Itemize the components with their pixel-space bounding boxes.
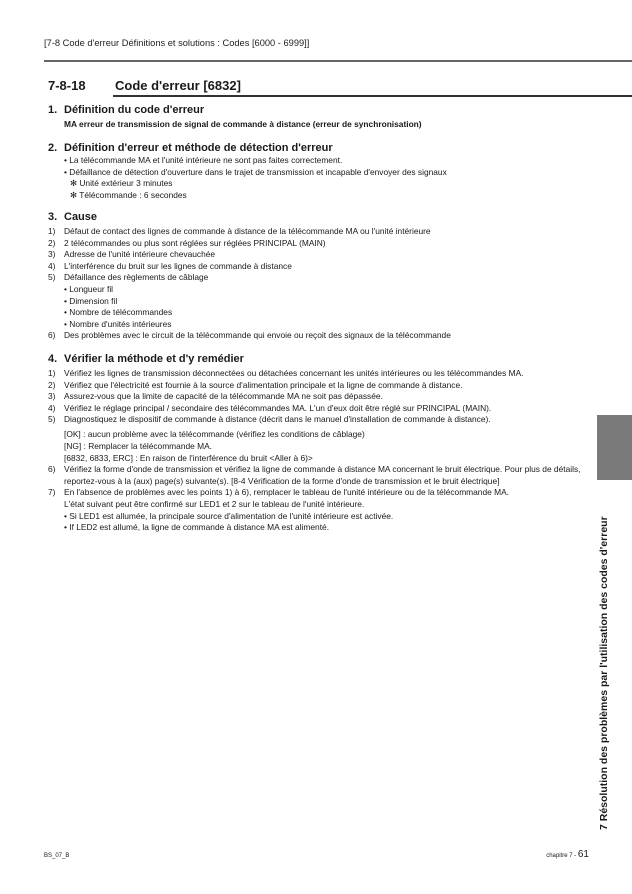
list-item: • La télécommande MA et l'unité intérieure ne sont pas faites correctement. [64, 155, 343, 165]
footer-code: BS_07_B [44, 853, 70, 859]
list-item: 7) En l'absence de problèmes avec les points 1) à 6), remplacer le tableau de l'unité intérieure ou de la télécommande MA. [48, 487, 509, 498]
list-item: • Si LED1 est allumée, la principale source d'alimentation de l'unité intérieure est activée. [64, 510, 394, 521]
cause-list [48, 226, 593, 342]
title-rule [113, 95, 632, 97]
list-item: 3) Adresse de l'unité intérieure chevauchée [48, 249, 216, 260]
running-header: [7-8 Code d'erreur Définitions et solutions : Codes [6000 - 6999]] [44, 38, 310, 48]
list-item: • Nombre de télécommandes [64, 307, 173, 318]
heading-3: 3. Cause [48, 211, 98, 223]
list-item: • Nombre d'unités intérieures [64, 318, 172, 329]
list-item: [6832, 6833, ERC] : En raison de l'interférence du bruit <Aller à 6)> [64, 452, 313, 463]
list-item: [NG] : Remplacer la télécommande MA. [64, 441, 213, 452]
list-item: ✻ Télécommande : 6 secondes [70, 189, 187, 200]
list-item: 3) Assurez-vous que la limite de capacité de la télécommande MA ne soit pas dépassée. [48, 391, 383, 402]
header-rule [44, 60, 632, 62]
list-item: 2) 2 télécommandes ou plus sont réglées sur réglées PRINCIPAL (MAIN) [48, 237, 326, 248]
heading-2: 2. Définition d'erreur et méthode de détection d'erreur [48, 142, 333, 154]
list-item: • Dimension fil [64, 295, 118, 306]
list-item: • Longueur fil [64, 283, 114, 294]
list-item: 1) Défaut de contact des lignes de commande à distance de la télécommande MA ou l'unité intérieure [48, 226, 431, 236]
list-item: 5) Défaillance des règlements de câblage [48, 272, 209, 283]
list-item: ✻ Unité extérieur 3 minutes [70, 178, 173, 189]
heading-1: 1. Définition du code d'erreur [48, 104, 205, 116]
definition-text: MA erreur de transmission de signal de commande à distance (erreur de synchronisation) [64, 119, 422, 129]
detection-list [48, 155, 593, 201]
list-item: • Défaillance de détection d'ouverture dans le trajet de transmission et incapable d'envoyer des signaux [64, 166, 447, 177]
list-item: 2) Vérifiez que l'électricité est fournie à la source d'alimentation principale et la ligne de commande à distance. [48, 379, 463, 390]
list-item: 1) Vérifiez les lignes de transmission déconnectées ou détachées concernant les unités intérieures ou les télécommandes MA. [48, 368, 524, 378]
page-number: chapitre 7 - 61 [546, 849, 589, 860]
side-chapter-title: 7 Résolution des problèmes par l'utilisation des codes d'erreur [598, 516, 610, 830]
list-item: 6) Vérifiez la forme d'onde de transmission et vérifiez la ligne de commande à distance MA concernant le bruit électrique. Pour plus de détails, reportez-vous à la (aux) page(s) suivante(s). [8-4 Vérification de la forme d'onde de transmission et le bruit électrique] [48, 464, 581, 486]
list-item: • If LED2 est allumé, la ligne de commande à distance MA est alimenté. [64, 522, 330, 533]
list-item: [OK] : aucun problème avec la télécommande (vérifiez les conditions de câblage) [64, 429, 365, 440]
list-item: L'état suivant peut être confirmé sur LED1 et 2 sur le tableau de l'unité intérieure. [64, 499, 365, 510]
list-item: 4) Vérifiez le réglage principal / secondaire des télécommandes MA. L'un d'eux doit être réglé sur PRINCIPAL (MAIN). [48, 402, 492, 413]
section-number: 7-8-18 [48, 78, 86, 93]
list-item: 6) Des problèmes avec le circuit de la télécommande qui envoie ou reçoit des signaux de la télécommande [48, 330, 451, 341]
list-item: 4) L'interférence du bruit sur les lignes de commande à distance [48, 260, 292, 271]
section-title: Code d'erreur [6832] [115, 78, 241, 93]
remedy-list [48, 368, 593, 534]
list-item: 5) Diagnostiquez le dispositif de commande à distance (décrit dans le manuel d'installation de commande à distance). [48, 414, 491, 425]
chapter-tab [597, 415, 632, 480]
heading-4: 4. Vérifier la méthode et d'y remédier [48, 353, 244, 365]
